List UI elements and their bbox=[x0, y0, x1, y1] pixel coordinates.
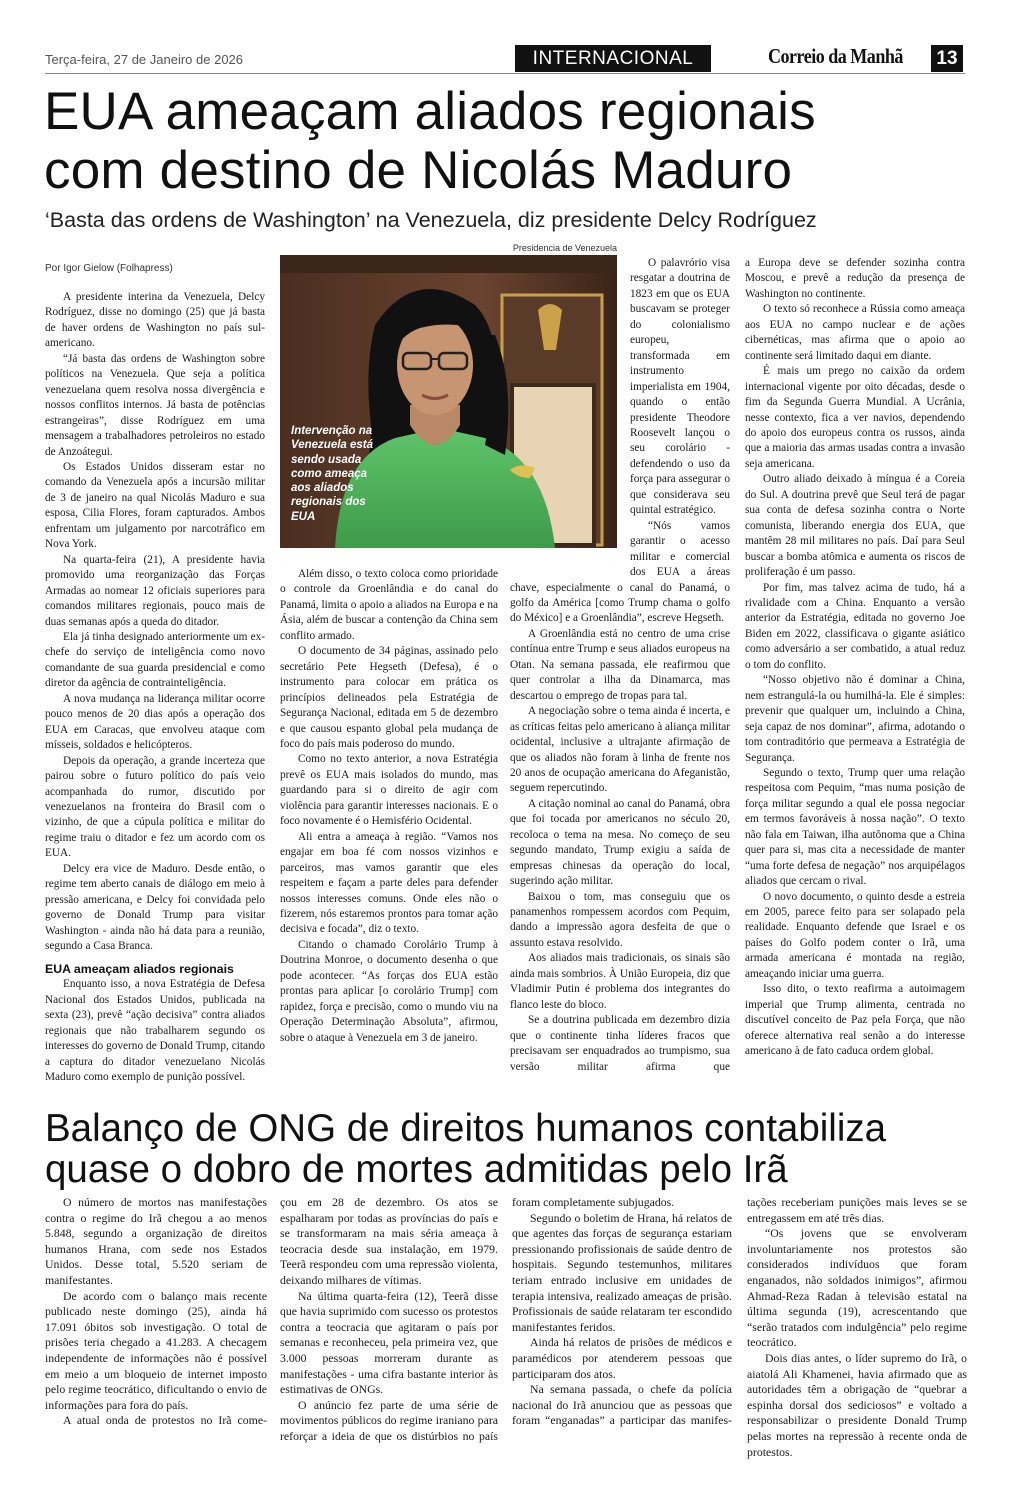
paragraph-group bbox=[45, 290, 265, 954]
headline-line: EUA ameaçam aliados regionais bbox=[44, 82, 816, 141]
body-paragraph: Ainda há relatos de prisões de médicos e paramédicos por atenderem pessoas que participaram dos atos. bbox=[512, 1335, 732, 1381]
body-paragraph: Por fim, mas talvez acima de tudo, há a rivalidade com a China. Enquanto a versão anterior da Estratégia, editada no governo Joe Biden em 2022, classificava o gigante asiático como adversário a ser combatido, a atual reduz o tom do conflito. bbox=[745, 581, 965, 671]
article-subheading: EUA ameaçam aliados regionais bbox=[45, 962, 234, 977]
paragraph-group bbox=[747, 1195, 967, 1460]
body-paragraph: Citando o chamado Corolário Trump à Doutrina Monroe, o documento desenha o que pode acontecer. “As forças dos EUA estão prontas para aplicar [o corolário Trump] com rapidez, força e precisão, como o mundo viu na Operação Determinação Absoluta”, afirmou, sobre o ataque à Venezuela em 3 de janeiro. bbox=[280, 938, 498, 1044]
body-paragraph: a Europa deve se defender sozinha contra Moscou, e prevê a redução da presença de Washington no continente. bbox=[745, 257, 965, 300]
body-paragraph: “Nosso objetivo não é dominar a China, nem estrangulá-la ou humilhá-la. Ele é simples: prevenir que qualquer um, incluindo a China, seja capaz de nos dominar”, afirma, adotando o tom contraditório que permeava a Estratégia de Segurança. bbox=[745, 674, 965, 764]
article-subtitle: ‘Basta das ordens de Washington’ na Venezuela, diz presidente Delcy Rodríguez bbox=[45, 208, 817, 232]
paragraph-group bbox=[280, 567, 498, 1046]
body-paragraph: çou em 28 de dezembro. Os atos se espalharam por todas as províncias do país e se transformaram na mais séria ameaça à teocracia desde sua instalação, em 1979. Teerã respondeu com uma repressão violenta, deixando milhares de vítimas. bbox=[280, 1195, 498, 1287]
body-paragraph: Dois dias antes, o líder supremo do Irã, o aiatolá Ali Khamenei, havia afirmado que as autoridades têm a obrigação de “quebrar a espinha dorsal dos sediciosos” e voltado a responsabilizar o presidente Donald Trump pelas mortes na repressão à recente onda de protestos. bbox=[747, 1350, 967, 1459]
body-paragraph: A atual onda de protestos no Irã come- bbox=[63, 1413, 267, 1428]
headline-line: com destino de Nicolás Maduro bbox=[44, 141, 793, 200]
body-paragraph: O novo documento, o quinto desde a estreia em 2005, parece feito para ser solapado pela realidade. Enquanto defende que Israel e os países do Golfo podem conter o Irã, uma armada americana é montada na região, ameaçando iniciar uma guerra. bbox=[745, 890, 965, 980]
body-paragraph: A Groenlândia está no centro de uma crise contínua entre Trump e seus aliados europeus na Otan. Na semana passada, ele reafirmou que quer controlar a ilha da Dinamarca, mas descartou o emprego de tropas para tal. bbox=[510, 627, 730, 702]
body-paragraph: Baixou o tom, mas conseguiu que os panamenhos rompessem acordos com Pequim, dando a impressão agora desfeita de que o assunto estava resolvido. bbox=[510, 890, 730, 949]
body-paragraph: Delcy era vice de Maduro. Desde então, o regime tem aberto canais de diálogo em meio à pressão americana, e Delcy foi convidada pelo governo de Donald Trump para visitar Washington - ainda não há data para a reunião, segundo a Casa Branca. bbox=[45, 862, 265, 953]
headline-line: quase o dobro de mortes admitidas pelo Irã bbox=[45, 1148, 788, 1191]
body-paragraph: Como no texto anterior, a nova Estratégia prevê os EUA mais isolados do mundo, mas guardando para si o direito de agir com violência para garantir interesses nacionais. E o foco novamente é o Hemisfério Ocidental. bbox=[280, 753, 498, 828]
body-paragraph: A presidente interina da Venezuela, Delcy Rodríguez, disse no domingo (25) que já basta de haver ordens de Washington no país sul-americano. bbox=[45, 291, 265, 350]
body-paragraph: O documento de 34 páginas, assinado pelo secretário Pete Hegseth (Defesa), é o instrumento para colocar em prática os princípios delineados pela Estratégia de Segurança Nacional, editada em 5 de dezembro e que causou espanto global pela mudança de foco do país mais poderoso do mundo. bbox=[280, 645, 498, 750]
body-paragraph: “Já basta das ordens de Washington sobre políticos na Venezuela. Que seja a política venezuelana quem resolva nossa divergência e nossos conflitos internos. Já basta de potências estrangeiras”, disse Rodríguez em uma mensagem a trabalhadores petroleiros no estado de Anzoátegui. bbox=[45, 352, 265, 458]
body-paragraph: Ali entra a ameaça à região. “Vamos nos engajar em boa fé com nossos vizinhos e parceiros, mas vamos garantir que eles respeitem e façam a parte deles para defender nossos interesses comuns. Onde eles não o fizerem, nós estaremos prontos para tomar ação decisiva e focada”, diz o texto. bbox=[280, 830, 498, 936]
article2-column-2 bbox=[280, 1195, 498, 1445]
newspaper-logo: Correio da Manhã bbox=[768, 44, 903, 68]
paragraph-group bbox=[45, 977, 265, 1085]
body-paragraph: foram completamente subjugados. bbox=[512, 1195, 675, 1209]
article2-column-3 bbox=[512, 1195, 732, 1429]
paragraph-group bbox=[280, 1195, 498, 1445]
headline-line: Balanço de ONG de direitos humanos contabiliza bbox=[45, 1107, 887, 1150]
photo-caption: Intervenção na Venezuela está sendo usada como ameaça aos aliados regionais dos EUA bbox=[291, 425, 374, 523]
body-paragraph: Segundo o texto, Trump quer uma relação respeitosa com Pequim, “mas numa posição de força militar segundo a qual ele possa negociar em termos favoráveis à nossa nação”. O texto não fala em Taiwan, ilha autônoma que a China quer para si, mas cita a necessidade de manter “uma forte defesa de negação” nos arquipélagos aliados que cercam o rival. bbox=[745, 766, 965, 888]
paragraph-group bbox=[745, 256, 965, 1060]
body-paragraph: O texto só reconhece a Rússia como ameaça aos EUA no campo nuclear e de ações cibernéticas, mas afirma que o apoio ao continente será limitado daqui em diante. bbox=[745, 303, 965, 362]
byline: Por Igor Gielow (Folhapress) bbox=[45, 263, 173, 274]
page-number: 13 bbox=[931, 45, 963, 72]
article-headline bbox=[44, 82, 974, 200]
paragraph-group bbox=[45, 1195, 267, 1429]
body-paragraph: Além disso, o texto coloca como prioridade o controle da Groenlândia e do canal do Panamá, limita o apoio a aliados na Europa e na Ásia, além de buscar a contenção da China sem conflito armado. bbox=[280, 568, 498, 642]
body-paragraph: tações receberiam punições mais leves se se entregassem em até três dias. bbox=[747, 1195, 967, 1225]
article2-headline bbox=[45, 1108, 985, 1190]
body-paragraph: É mais um prego no caixão da ordem internacional vigente por oito décadas, desde o fim da Segunda Guerra Mundial. A Ucrânia, nesse contexto, fica a ver navios, dependendo do apoio dos europeus contra os russos, ainda que a maioria das armas usadas contra a invasão seja americana. bbox=[745, 365, 965, 470]
body-paragraph: Isso dito, o texto reafirma a autoimagem imperial que Trump alimenta, centrada no discutível conceito de Paz pela Força, que não oferece alternativa real senão a do interesse americano à de fato caduca ordem global. bbox=[745, 983, 965, 1058]
photo-credit: Presidencia de Venezuela bbox=[512, 243, 617, 253]
paragraph-group bbox=[512, 1195, 732, 1429]
section-label: INTERNACIONAL bbox=[515, 45, 711, 72]
body-paragraph: O anúncio fez parte de uma série de movimentos públicos do regime iraniano para reforçar a ideia de que os distúrbios no país bbox=[280, 1397, 498, 1443]
article2-column-4 bbox=[747, 1195, 967, 1460]
body-paragraph: Na semana passada, o chefe da polícia nacional do Irã anunciou que as pessoas que foram “enganadas” a participar das manifes- bbox=[512, 1382, 732, 1428]
issue-date: Terça-feira, 27 de Janeiro de 2026 bbox=[45, 52, 244, 67]
body-paragraph: O número de mortos nas manifestações contra o regime do Irã chegou a ao menos 5.848, segundo a organização de direitos humanos Hrana, com sede nos Estados Unidos. Desse total, 5.520 seriam de manifestantes. bbox=[45, 1195, 267, 1287]
body-paragraph: Na última quarta-feira (12), Teerã disse que havia suprimido com sucesso os protestos contra a teocracia que agitaram o país por semanas e reconheceu, pela primeira vez, que 3.000 pessoas morreram durante as manifestações - uma cifra bastante interior às estimativas de ONGs. bbox=[280, 1288, 498, 1397]
body-paragraph: A citação nominal ao canal do Panamá, obra que foi tocada por americanos no século 20, recoloca o tema na mesa. No começo de seu segundo mandato, Trump exigiu a saída de empresas chinesas da operação do local, sugerindo ação militar. bbox=[510, 797, 730, 888]
body-paragraph: Na quarta-feira (21), A presidente havia promovido uma reorganização das Forças Armadas ao nomear 12 oficiais superiores para comandos militares regionais, pouco mais de duas semanas após a queda do ditador. bbox=[45, 553, 265, 628]
article1-column-4 bbox=[745, 256, 965, 1060]
body-paragraph: Ela já tinha designado anteriormente um ex-chefe do serviço de inteligência como novo comandante de sua guarda presidencial e como diretor da agência de contrainteligência. bbox=[45, 630, 265, 690]
photo-wrap-spacer bbox=[510, 256, 630, 568]
body-paragraph: Depois da operação, a grande incerteza que pairou sobre o futuro político do país veio acompanhada do rumor, discutido por venezuelanos na fronteira do Brasil com o vizinho, de que a cúpula política e militar do regime traiu o ditador e fez um acordo com os EUA. bbox=[45, 754, 265, 860]
body-paragraph: O palavrório visa resgatar a doutrina de 1823 em que os EUA buscavam se proteger do colonialismo europeu, transformada em instrumento imperialista em 1904, quando o então presidente Theodore Roosevelt lançou o seu corolário - defendendo o uso da força para assegurar o que considerava seu quintal estratégico. bbox=[630, 257, 730, 517]
article1-column-1 bbox=[45, 290, 265, 1086]
header-divider bbox=[45, 73, 965, 74]
body-paragraph: Os Estados Unidos disseram estar no comando da Venezuela após a incursão militar de 3 de janeiro na qual Nicolás Maduro e sua esposa, Cilia Flores, foram capturados. Ambos enfrentam um julgamento por narcotráfico em Nova York. bbox=[45, 460, 265, 551]
body-paragraph: Aos aliados mais tradicionais, os sinais são ainda mais sombrios. À União Europeia, diz que Vladimir Putin é problema dos integrantes do flanco leste do bloco. bbox=[510, 952, 730, 1011]
body-paragraph: Outro aliado deixado à míngua é a Coreia do Sul. A doutrina prevê que Seul terá de pagar sua conta de defesa sozinha contra o Norte comunista, liberando energia dos EUA, que mantêm 28 mil militares no país. Daí para Seul buscar a bomba atômica e aumenta os riscos de proliferação é um passo. bbox=[745, 473, 965, 579]
body-paragraph: “Os jovens que se envolveram involuntariamente nos protestos são considerados indivíduos que foram enganados, não soldados inimigos”, afirmou Ahmad-Reza Radan à televisão estatal na última segunda (19), acrescentando que “serão tratados com indulgência” pelo regime teocrático. bbox=[747, 1226, 967, 1350]
body-paragraph: A negociação sobre o tema ainda é incerta, e as críticas feitas pelo americano à aliança militar ocidental, inclusive a ultrajante afirmação de que os aliados não foram à linha de frente nos 20 anos de ocupação americana do Afeganistão, seguem repercutindo. bbox=[510, 705, 730, 795]
body-paragraph: Se a doutrina publicada em dezembro dizia que o continente tinha líderes fracos que precisavam ser enquadrados ao trumpismo, sua versão militar afirma que bbox=[510, 1014, 730, 1073]
article1-column-3 bbox=[510, 256, 730, 1075]
body-paragraph: Segundo o boletim de Hrana, há relatos de que agentes das forças de segurança estariam pressionando profissionais de saúde dentro de hospitais. Segundo testemunhos, militares teriam entrado inclusive em unidades de terapia intensiva, realizado ameaças de prisão. Profissionais de saúde relataram ter escondido manifestantes feridos. bbox=[512, 1210, 732, 1334]
article1-column-2 bbox=[280, 567, 498, 1046]
body-paragraph: A nova mudança na liderança militar ocorre pouco menos de 20 dias após a operação dos EUA em Caracas, que envolveu ataque com mísseis, soldados e helicópteros. bbox=[45, 692, 265, 752]
body-paragraph: De acordo com o balanço mais recente publicado neste domingo (25), ainda há 17.091 óbitos sob investigação. O total de prisões teria chegado a 41.283. A checagem independente de informações não é possível em meio a um bloqueio de internet imposto pelo regime teocrático, dificultando o envio de informações para fora do país. bbox=[45, 1288, 267, 1412]
body-paragraph: Enquanto isso, a nova Estratégia de Defesa Nacional dos Estados Unidos, publicada na sexta (23), prevê “ação decisiva” contra aliados regionais que não trabalharem segundo os interesses do governo de Donald Trump, citando a captura do ditador venezuelano Nicolás Maduro como exemplo de punição possível. bbox=[45, 978, 265, 1084]
body-paragraph: “Nós vamos garantir o acesso militar e comercial dos EUA a áreas chave, especialmente o canal do Panamá, o golfo da América [como Trump chama o golfo do México] e a Groenlândia”, escreve Hegseth. bbox=[510, 519, 730, 625]
article2-column-1 bbox=[45, 1195, 267, 1429]
